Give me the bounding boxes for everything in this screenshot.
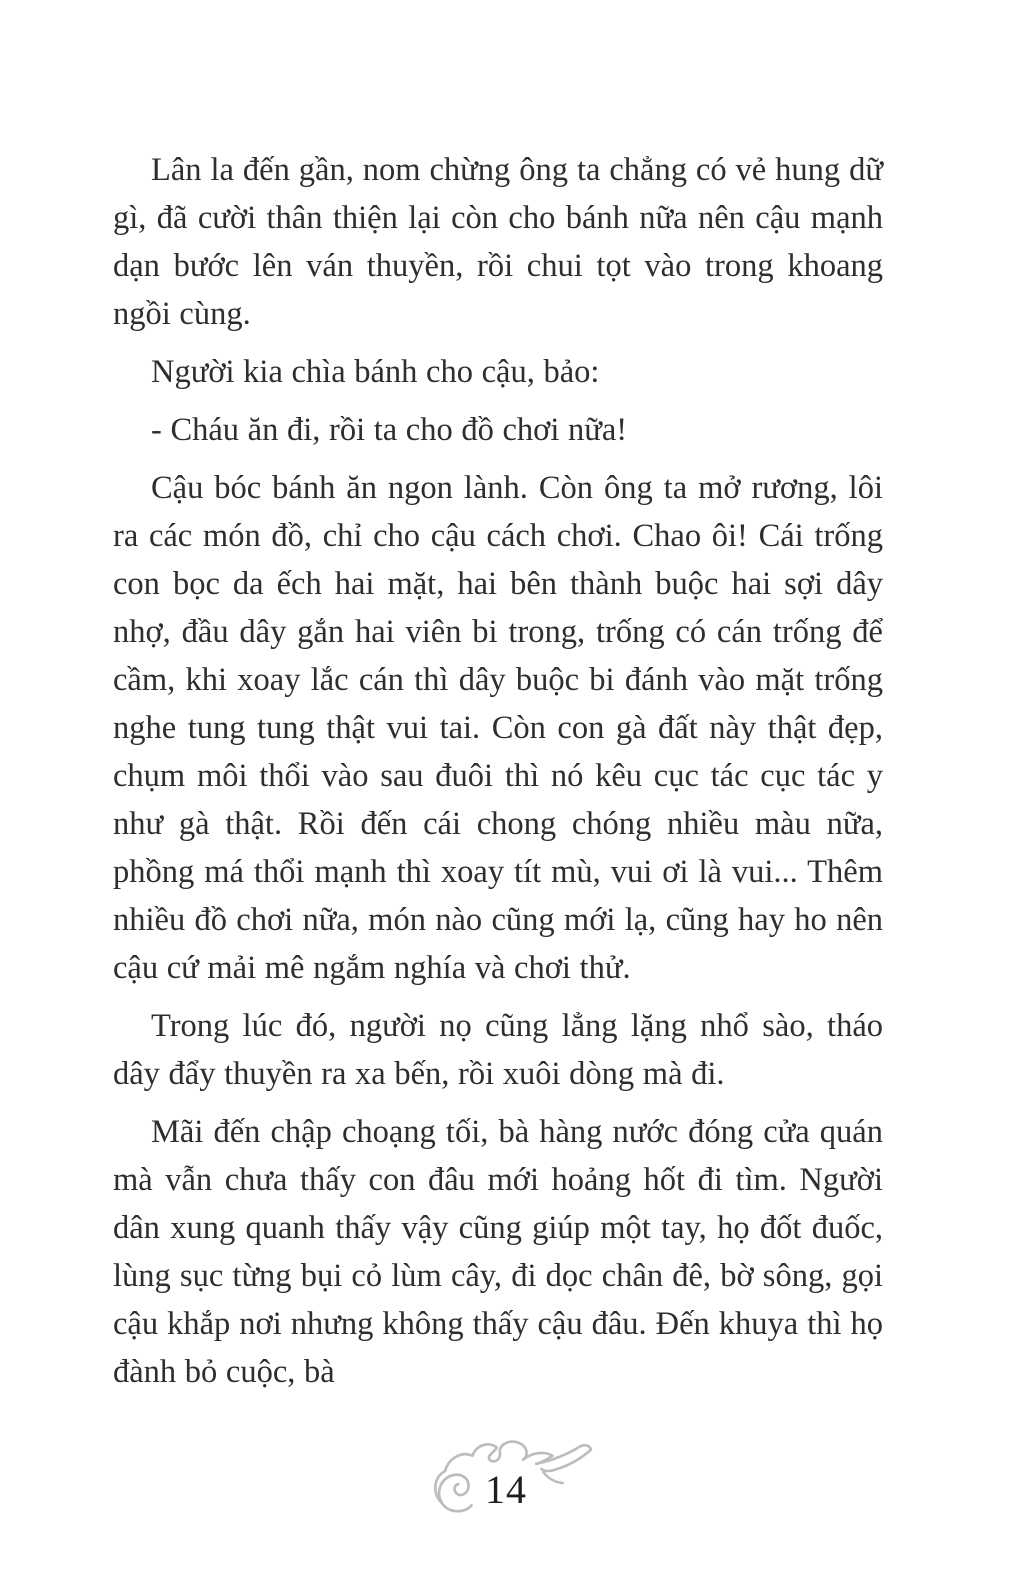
text-block [113, 146, 883, 1406]
paragraph: Mãi đến chập choạng tối, bà hàng nước đóng cửa quán mà vẫn chưa thấy con đâu mới hoảng hốt đi tìm. Người dân xung quanh thấy vậy cũng giúp một tay, họ đốt đuốc, lùng sục từng bụi cỏ lùm cây, đi dọc chân đê, bờ sông, gọi cậu khắp nơi nhưng không thấy cậu đâu. Đến khuya thì họ đành bỏ cuộc, bà [113, 1114, 883, 1390]
page-number-ornament [431, 1436, 593, 1518]
page-footer [0, 1436, 1024, 1518]
page-number: 14 [485, 1467, 527, 1512]
paragraph: - Cháu ăn đi, rồi ta cho đồ chơi nữa! [151, 412, 628, 448]
paragraph: Trong lúc đó, người nọ cũng lẳng lặng nhổ sào, tháo dây đẩy thuyền ra xa bến, rồi xuôi dòng mà đi. [113, 1008, 883, 1092]
paragraph: Lân la đến gần, nom chừng ông ta chẳng có vẻ hung dữ gì, đã cười thân thiện lại còn cho bánh nữa nên cậu mạnh dạn bước lên ván thuyền, rồi chui tọt vào trong khoang ngồi cùng. [113, 152, 883, 332]
paragraph: Cậu bóc bánh ăn ngon lành. Còn ông ta mở rương, lôi ra các món đồ, chỉ cho cậu cách chơi. Chao ôi! Cái trống con bọc da ếch hai mặt, hai bên thành buộc hai sợi dây nhợ, đầu dây gắn hai viên bi trong, trống có cán trống để cầm, khi xoay lắc cán thì dây buộc bi đánh vào mặt trống nghe tung tung thật vui tai. Còn con gà đất này thật đẹp, chụm môi thổi vào sau đuôi thì nó kêu cục tác cục tác y như gà thật. Rồi đến cái chong chóng nhiều màu nữa, phồng má thổi mạnh thì xoay tít mù, vui ơi là vui... Thêm nhiều đồ chơi nữa, món nào cũng mới lạ, cũng hay ho nên cậu cứ mải mê ngắm nghía và chơi thử. [113, 470, 883, 986]
paragraph: Người kia chìa bánh cho cậu, bảo: [151, 354, 600, 390]
